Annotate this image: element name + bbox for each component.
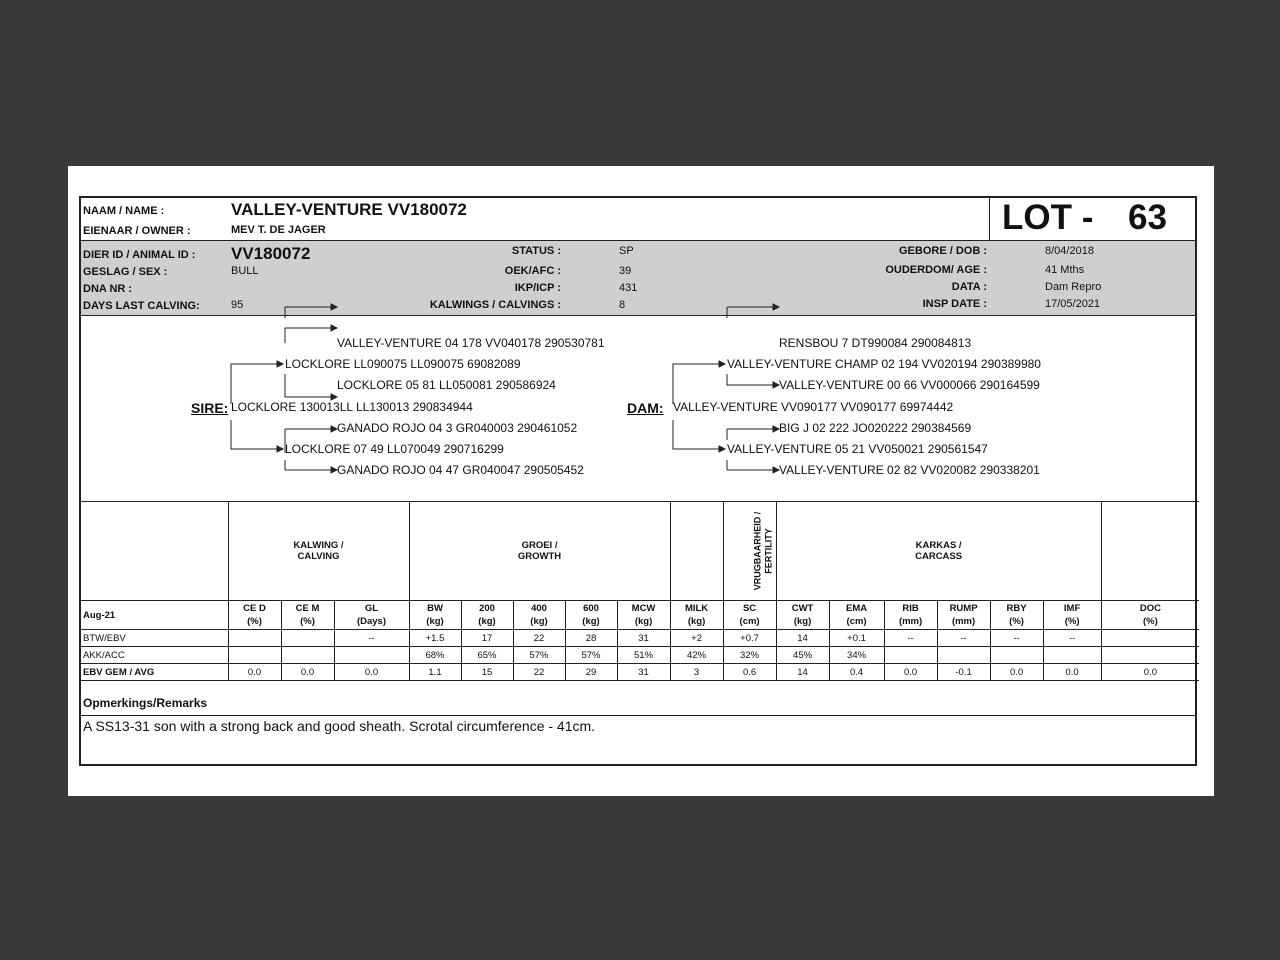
ebv-cell: +1.5 [409,630,461,647]
ebv-cell: 45% [776,647,829,664]
group-carcass-line1: KARKAS / [915,540,962,551]
col-header-doc [1101,601,1199,630]
col-header-400 [513,601,565,630]
ebv-cell: 29 [565,664,617,681]
days-value: 95 [231,299,244,311]
col-unit: (cm) [846,616,867,627]
afc-value: 39 [619,265,632,277]
group-calving [228,502,409,601]
ebv-cell [228,630,281,647]
dam-dam-dam: VALLEY-VENTURE 02 82 VV020082 290338201 [779,463,1040,477]
group-fertility-text [752,512,774,591]
col-unit: (kg) [582,616,600,627]
ebv-cell [228,647,281,664]
col-name: CE M [295,603,320,614]
remarks-header [81,680,1195,716]
ebv-cell [1101,630,1199,647]
row-label: BTW/EBV [81,630,228,647]
status-label: STATUS : [511,245,561,257]
col-name: RBY [1006,603,1027,614]
ebv-cell [281,630,334,647]
group-carcass-line2: CARCASS [915,551,963,562]
ebv-cell: 17 [461,630,513,647]
ebv-cell: 34% [829,647,884,664]
afc-label: OEK/AFC : [504,265,561,277]
pedigree-lines [81,198,1195,498]
col-header-600 [565,601,617,630]
col-header-milk [670,601,723,630]
ebv-cell: 0.0 [228,664,281,681]
name-label: NAAM / NAME : [83,205,165,217]
group-doc [1101,502,1199,601]
period-label: Aug-21 [81,601,228,630]
col-unit: (kg) [687,616,706,627]
ebv-cell: 31 [617,664,670,681]
ebv-cell: 0.6 [723,664,776,681]
ebv-row-acc [81,647,1199,664]
col-header-gl [334,601,409,630]
col-header-imf [1043,601,1101,630]
sire-dam-sire: GANADO ROJO 04 3 GR040003 290461052 [337,421,578,435]
col-header-rby [990,601,1043,630]
ebv-cell [1043,647,1101,664]
group-growth-line2: GROWTH [517,551,562,562]
dob-label: GEBORE / DOB : [898,245,987,257]
col-name: 400 [531,603,547,614]
days-label: DAYS LAST CALVING: [83,300,200,312]
ebv-cell [334,647,409,664]
age-label: OUDERDOM/ AGE : [885,264,987,276]
group-calving-line1: KALWING / [293,540,344,551]
ebv-cell: 57% [513,647,565,664]
sire-dam: LOCKLORE 07 49 LL070049 290716299 [285,442,504,456]
ebv-cell: -- [990,630,1043,647]
ebv-cell: -- [937,630,990,647]
col-name: RUMP [949,603,978,614]
lot-sheet [68,166,1214,796]
col-header-rump [937,601,990,630]
col-header-ce-d [228,601,281,630]
ebv-cell: 0.0 [1101,664,1199,681]
col-header-mcw [617,601,670,630]
col-header-ce-m [281,601,334,630]
col-unit: (kg) [530,616,548,627]
col-unit: (%) [1143,616,1158,627]
col-unit: (mm) [898,616,923,627]
col-header-ema [829,601,884,630]
col-unit: (%) [247,616,262,627]
dob-value: 8/04/2018 [1045,245,1094,257]
col-name: BW [427,603,443,614]
ebv-cell: 32% [723,647,776,664]
col-name: EMA [846,603,868,614]
ebv-row-avg [81,664,1199,681]
ebv-cell: +0.7 [723,630,776,647]
group-fertility [723,502,776,601]
ebv-cell: 65% [461,647,513,664]
col-header-200 [461,601,513,630]
animal-name: VALLEY-VENTURE VV180072 [231,200,467,219]
ebv-cell [884,647,937,664]
ebv-cell [990,647,1043,664]
owner-label: EIENAAR / OWNER : [83,225,191,237]
col-name: IMF [1063,603,1081,614]
sire-label: SIRE: [191,400,229,416]
ebv-cell: 14 [776,630,829,647]
col-name: MILK [684,603,709,614]
dam-sire-dam: VALLEY-VENTURE 00 66 VV000066 290164599 [779,378,1040,392]
ebv-cell: 0.0 [1043,664,1101,681]
ebv-cell: 15 [461,664,513,681]
insp-date-value: 17/05/2021 [1045,298,1101,310]
ebv-cell: 68% [409,647,461,664]
sire-dam-dam: GANADO ROJO 04 47 GR040047 290505452 [337,463,584,477]
ebv-cell: 28 [565,630,617,647]
remarks-label: Opmerkings/Remarks [83,696,208,710]
col-header-rib [884,601,937,630]
col-name: GL [364,603,379,614]
col-name: 600 [583,603,599,614]
sex-value: BULL [231,265,259,277]
ebv-cell: +0.1 [829,630,884,647]
remarks-text: A SS13-31 son with a strong back and good sheath. Scrotal circumference - 41cm. [83,718,596,734]
ebv-cell: 3 [670,664,723,681]
animal-id: VV180072 [231,244,311,263]
ebv-cell: 0.0 [884,664,937,681]
ebv-table [81,501,1199,681]
ebv-cell: 51% [617,647,670,664]
ebv-group-row [81,502,1199,601]
sire-name: LOCKLORE 130013LL LL130013 290834944 [231,400,473,414]
col-unit: (kg) [426,616,444,627]
col-name: 200 [479,603,495,614]
insp-date-label: INSP DATE : [922,298,987,310]
col-name: RIB [902,603,919,614]
col-unit: (%) [1009,616,1024,627]
group-milk [670,502,723,601]
animal-card [79,196,1197,766]
age-value: 41 Mths [1045,264,1085,276]
dam-sire-sire: RENSBOU 7 DT990084 290084813 [779,336,972,350]
sire-sire: LOCKLORE LL090075 LL090075 69082089 [285,357,521,371]
ebv-cell: 0.4 [829,664,884,681]
status-value: SP [619,245,634,257]
col-header-bw [409,601,461,630]
col-header-cwt [776,601,829,630]
ebv-header-row [81,601,1199,630]
ebv-cell: 0.0 [281,664,334,681]
group-fertility-line1: VRUGBAARHEID / [751,511,762,591]
lot-number: 63 [1128,198,1167,237]
ebv-cell: 22 [513,664,565,681]
dam-dam: VALLEY-VENTURE 05 21 VV050021 290561547 [727,442,988,456]
ebv-cell: 14 [776,664,829,681]
ebv-cell: 0.0 [990,664,1043,681]
col-unit: (%) [300,616,315,627]
ebv-cell: 31 [617,630,670,647]
animal-id-label: DIER ID / ANIMAL ID : [83,249,196,261]
col-header-sc [723,601,776,630]
col-name: SC [742,603,757,614]
group-growth-line1: GROEI / [521,540,558,551]
ebv-cell: -- [334,630,409,647]
group-carcass [776,502,1101,601]
group-calving-line2: CALVING [297,551,340,562]
dam-label: DAM: [627,400,664,416]
ebv-cell: -- [884,630,937,647]
col-unit: (mm) [951,616,976,627]
col-unit: (Days) [356,616,387,627]
group-growth [409,502,670,601]
col-unit: (%) [1064,616,1080,627]
owner-name: MEV T. DE JAGER [231,224,326,236]
icp-value: 431 [619,282,638,294]
col-unit: (cm) [739,616,760,627]
icp-label: IKP/ICP : [514,282,561,294]
col-name: CE D [243,603,266,614]
ebv-cell: -0.1 [937,664,990,681]
ebv-cell [281,647,334,664]
data-label: DATA : [951,281,987,293]
dam-sire: VALLEY-VENTURE CHAMP 02 194 VV020194 290389980 [727,357,1041,371]
ebv-cell [937,647,990,664]
col-name: MCW [631,603,656,614]
ebv-row-ebv [81,630,1199,647]
ebv-cell: -- [1043,630,1101,647]
sex-label: GESLAG / SEX : [83,266,168,278]
ebv-cell: 42% [670,647,723,664]
dam-dam-sire: BIG J 02 222 JO020222 290384569 [779,421,972,435]
dna-label: DNA NR : [83,283,133,295]
ebv-cell [1101,647,1199,664]
col-unit: (kg) [478,616,496,627]
dam-name: VALLEY-VENTURE VV090177 VV090177 69974442 [673,400,954,414]
group-empty [81,502,228,601]
data-value: Dam Repro [1045,281,1102,293]
ebv-cell: 1.1 [409,664,461,681]
lot-label: LOT - [1002,198,1094,237]
ebv-cell: +2 [670,630,723,647]
ebv-cell: 22 [513,630,565,647]
ebv-cell: 0.0 [334,664,409,681]
calvings-label: KALWINGS / CALVINGS : [429,299,561,311]
row-label: AKK/ACC [81,647,228,664]
row-label: EBV GEM / AVG [81,664,228,681]
group-fertility-line2: FERTILITY [762,528,773,574]
sire-sire-sire: VALLEY-VENTURE 04 178 VV040178 290530781 [337,336,605,350]
col-unit: (kg) [634,616,653,627]
calvings-value: 8 [619,299,626,311]
col-unit: (kg) [793,616,812,627]
ebv-cell: 57% [565,647,617,664]
sire-sire-dam: LOCKLORE 05 81 LL050081 290586924 [337,378,556,392]
col-name: CWT [791,603,814,614]
col-name: DOC [1139,603,1161,614]
